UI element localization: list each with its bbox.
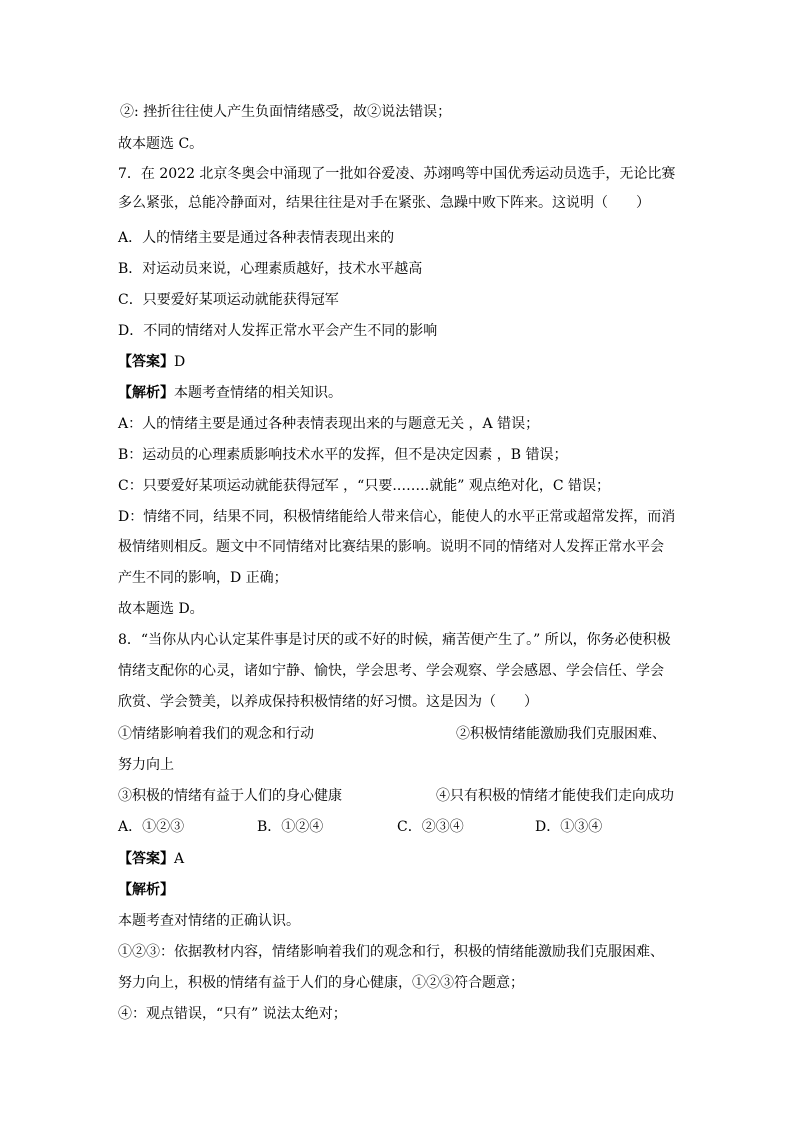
q7-analysis-header	[118, 383, 342, 403]
q8-option-d: D．①③④	[535, 819, 603, 835]
q7-analysis-b: B：运动员的心理素质影响技术水平的发挥，但不是决定因素 ，B 错误；	[118, 447, 568, 463]
q7-analysis-a: A：人的情绪主要是通过各种表情表现出来的与题意无关 ，A 错误；	[118, 416, 540, 432]
q7-analysis-intro: 本题考查情绪的相关知识。	[174, 385, 342, 401]
q8-answer-tag: 【答案】	[118, 851, 174, 867]
q8-item-2: ②积极情绪能激励我们克服困难、	[456, 726, 666, 742]
q7-stem-line-1: 7．在 2022 北京冬奥会中涌现了一批如谷爱凌、苏翊鸣等中国优秀运动员选手，无论比赛	[118, 166, 676, 182]
q8-analysis-tag	[118, 880, 174, 900]
q7-option-a: A．人的情绪主要是通过各种表情表现出来的	[118, 230, 395, 246]
q7-analysis-c: C：只要爱好某项运动就能获得冠军 ，“只要.…….就能” 观点绝对化，C 错误；	[118, 478, 610, 494]
q7-answer-tag: 【答案】	[118, 354, 174, 370]
q8-answer-value: A	[174, 851, 185, 867]
q8-analysis-3: ④：观点错误，“只有” 说法太绝对；	[118, 1006, 347, 1022]
q7-conclusion: 故本题选 D。	[118, 601, 204, 617]
q8-stem-line-2: 情绪支配你的心灵，诸如宁静、愉快，学会思考、学会观察、学会感恩、学会信任、学会	[118, 663, 664, 679]
q8-analysis-tag-text: 【解析】	[118, 882, 174, 898]
q8-stem-line-1: 8．“当你从内心认定某件事是讨厌的或不好的时候，痛苦便产生了。” 所以，你务必使积极	[118, 632, 671, 648]
q7-option-c: C．只要爱好某项运动就能获得冠军	[118, 292, 339, 308]
q8-answer	[118, 849, 184, 869]
q8-option-c: C．②③④	[397, 819, 464, 835]
q7-option-b: B．对运动员来说，心理素质越好，技术水平越高	[118, 261, 423, 277]
q8-item-4: ④只有积极的情绪才能使我们走向成功	[436, 788, 674, 804]
q8-analysis-intro: 本题考查对情绪的正确认识。	[118, 913, 300, 929]
q8-item-2-cont: 努力向上	[118, 757, 174, 773]
q7-answer	[118, 352, 185, 372]
q7-analysis-d-2: 极情绪则相反。题文中不同情绪对比赛结果的影响。说明不同的情绪对人发挥正常水平会	[118, 539, 664, 555]
prev-analysis-line: ②: 挫折往往使人产生负面情绪感受，故②说法错误；	[120, 104, 452, 120]
q8-stem-line-3: 欣赏、学会赞美，以养成保持积极情绪的好习惯。这是因为（ ）	[118, 694, 538, 710]
prev-conclusion: 故本题选 C。	[118, 136, 204, 152]
q8-option-a: A．①②③	[118, 819, 185, 835]
q7-answer-value: D	[174, 354, 186, 370]
q7-analysis-tag: 【解析】	[118, 385, 174, 401]
q7-analysis-d-1: D：情绪不同，结果不同，积极情绪能给人带来信心，能使人的水平正常或超常发挥，而消	[118, 509, 676, 525]
q7-analysis-d-3: 产生不同的影响，D 正确；	[118, 570, 288, 586]
q7-stem-line-2: 多么紧张，总能冷静面对，结果往往是对手在紧张、急躁中败下阵来。这说明（ ）	[118, 195, 650, 211]
q8-item-3: ③积极的情绪有益于人们的身心健康	[118, 788, 342, 804]
q8-analysis-1: ①②③：依据教材内容，情绪影响着我们的观念和行，积极的情绪能激励我们克服困难、	[118, 944, 664, 960]
q8-option-b: B．①②④	[257, 819, 324, 835]
q8-analysis-2: 努力向上，积极的情绪有益于人们的身心健康，①②③符合题意；	[118, 975, 524, 991]
q7-option-d: D．不同的情绪对人发挥正常水平会产生不同的影响	[118, 323, 438, 339]
q8-item-1: ①情绪影响着我们的观念和行动	[118, 726, 314, 742]
